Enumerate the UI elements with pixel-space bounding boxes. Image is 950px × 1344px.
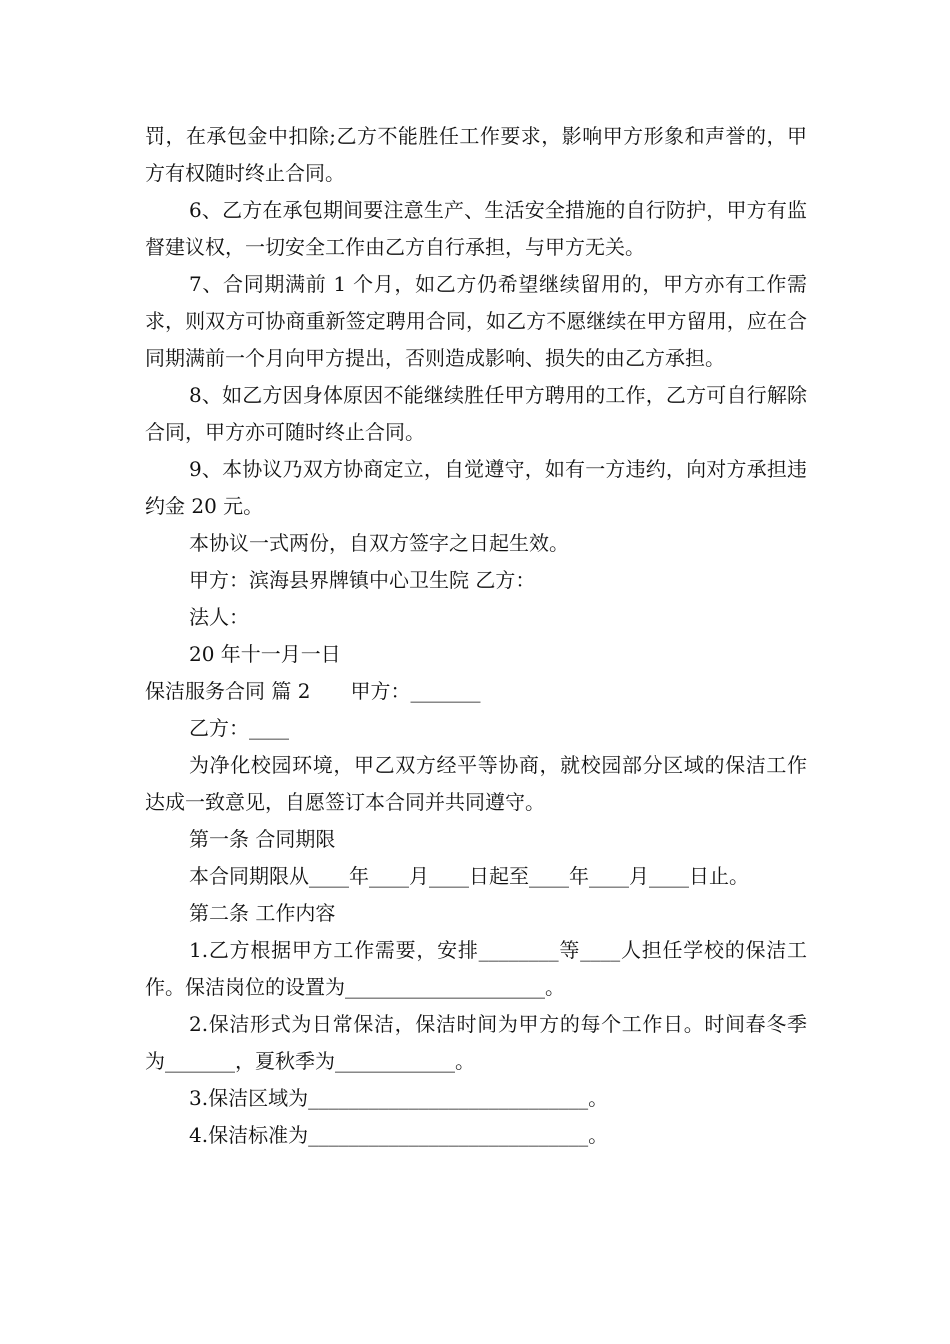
- paragraph-clause-7: 7、合同期满前 1 个月，如乙方仍希望继续留用的，甲方亦有工作需求，则双方可协商重新签定聘用合同，如乙方不愿继续在甲方留用，应在合同期满前一个月向甲方提出，否则造成影响、损失的由乙方承担。: [145, 272, 807, 370]
- paragraph-work-item-3: 3.保洁区域为____________________________。: [189, 1086, 609, 1110]
- heading-article-2: 第二条 工作内容: [189, 901, 336, 925]
- paragraph-clause-6: 6、乙方在承包期间要注意生产、生活安全措施的自行防护，甲方有监督建议权，一切安全工作由乙方自行承担，与甲方无关。: [145, 198, 807, 259]
- paragraph-clause-8: 8、如乙方因身体原因不能继续胜任甲方聘用的工作，乙方可自行解除合同，甲方亦可随时终止合同。: [145, 383, 807, 444]
- paragraph-legal-person: 法人：: [189, 605, 249, 629]
- paragraph-party-signatures: 甲方：滨海县界牌镇中心卫生院 乙方：: [189, 568, 536, 592]
- paragraph-party-b: 乙方：____: [189, 716, 289, 740]
- paragraph-copies-effective: 本协议一式两份，自双方签字之日起生效。: [189, 531, 569, 555]
- paragraph-work-item-1: 1.乙方根据甲方工作需要，安排________等____人担任学校的保洁工作。保洁岗位的设置为____________________。: [145, 938, 807, 999]
- paragraph-penalty-termination: 罚，在承包金中扣除;乙方不能胜任工作要求，影响甲方形象和声誉的，甲方有权随时终止合同。: [145, 124, 807, 185]
- paragraph-contract-term: 本合同期限从____年____月____日起至____年____月____日止。: [189, 864, 749, 888]
- paragraph-preamble: 为净化校园环境，甲乙双方经平等协商，就校园部分区域的保洁工作达成一致意见，自愿签订本合同并共同遵守。: [145, 753, 807, 814]
- paragraph-date: 20 年十一月一日: [189, 642, 341, 666]
- paragraph-work-item-2: 2.保洁形式为日常保洁，保洁时间为甲方的每个工作日。时间春冬季为_______，夏秋季为____________。: [145, 1012, 807, 1073]
- paragraph-work-item-4: 4.保洁标准为____________________________。: [189, 1123, 609, 1147]
- paragraph-clause-9: 9、本协议乃双方协商定立，自觉遵守，如有一方违约，向对方承担违约金 20 元。: [145, 457, 807, 518]
- heading-cleaning-contract-2: 保洁服务合同 篇 2 甲方：_______: [145, 679, 481, 703]
- heading-article-1: 第一条 合同期限: [189, 827, 336, 851]
- document-body: [145, 118, 807, 1154]
